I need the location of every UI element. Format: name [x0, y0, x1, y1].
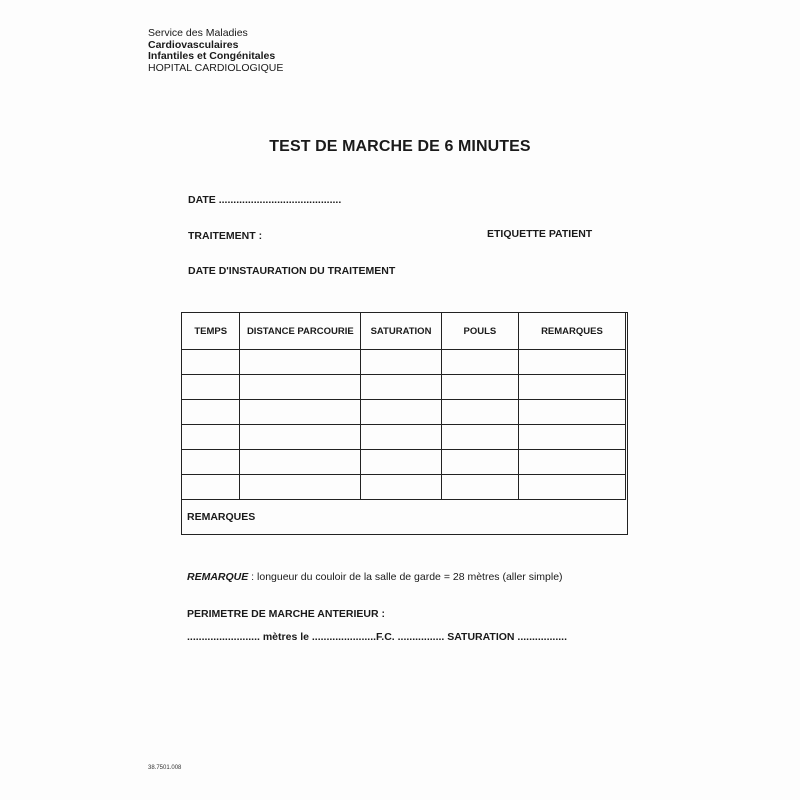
- remarque-note-text: : longueur du couloir de la salle de garde = 28 mètres (aller simple): [248, 571, 563, 583]
- table-cell-saturation[interactable]: [361, 475, 442, 500]
- table-row: [182, 450, 626, 475]
- table-cell-pouls[interactable]: [441, 350, 518, 375]
- table-cell-temps[interactable]: [182, 400, 240, 425]
- remarques-box-label[interactable]: REMARQUES: [187, 511, 256, 523]
- table-cell-distance[interactable]: [240, 425, 361, 450]
- measurement-table: [181, 312, 628, 535]
- table-cell-pouls[interactable]: [441, 450, 518, 475]
- table-cell-temps[interactable]: [182, 450, 240, 475]
- measurement-grid: [181, 312, 626, 500]
- remarque-note: [187, 571, 563, 583]
- form-reference: 38.7501.008: [148, 765, 182, 771]
- table-cell-distance[interactable]: [240, 450, 361, 475]
- table-row: [182, 425, 626, 450]
- table-cell-remarques[interactable]: [518, 450, 625, 475]
- table-cell-remarques[interactable]: [518, 350, 625, 375]
- instauration-field[interactable]: DATE D'INSTAURATION DU TRAITEMENT: [188, 265, 396, 277]
- table-cell-pouls[interactable]: [441, 375, 518, 400]
- table-cell-saturation[interactable]: [361, 350, 442, 375]
- table-cell-remarques[interactable]: [518, 400, 625, 425]
- column-header-distance: DISTANCE PARCOURIE: [240, 313, 361, 350]
- table-cell-saturation[interactable]: [361, 450, 442, 475]
- hospital-header: [148, 28, 283, 74]
- column-header-remarques: REMARQUES: [518, 313, 625, 350]
- etiquette-patient-label: ETIQUETTE PATIENT: [487, 228, 593, 240]
- table-header-row: [182, 313, 626, 350]
- table-cell-remarques[interactable]: [518, 425, 625, 450]
- header-service: Service des Maladies: [148, 27, 248, 39]
- header-infantiles: Infantiles et Congénitales: [148, 50, 276, 62]
- table-cell-pouls[interactable]: [441, 400, 518, 425]
- perimetre-fill-line[interactable]: ......................... mètres le ......................F.C. ................ SATURATION .................: [187, 631, 568, 643]
- page-title: TEST DE MARCHE DE 6 MINUTES: [269, 138, 531, 155]
- remarque-note-label: REMARQUE: [187, 571, 249, 583]
- traitement-field[interactable]: TRAITEMENT :: [188, 230, 263, 242]
- table-cell-saturation[interactable]: [361, 400, 442, 425]
- table-cell-pouls[interactable]: [441, 475, 518, 500]
- date-field[interactable]: DATE ..........................................: [188, 194, 342, 206]
- table-row: [182, 375, 626, 400]
- table-cell-temps[interactable]: [182, 350, 240, 375]
- table-row: [182, 350, 626, 375]
- column-header-saturation: SATURATION: [361, 313, 442, 350]
- table-cell-saturation[interactable]: [361, 425, 442, 450]
- table-cell-temps[interactable]: [182, 475, 240, 500]
- table-cell-remarques[interactable]: [518, 375, 625, 400]
- header-cardiovasculaires: Cardiovasculaires: [148, 38, 239, 51]
- column-header-pouls: POULS: [441, 313, 518, 350]
- table-cell-temps[interactable]: [182, 375, 240, 400]
- perimetre-label: PERIMETRE DE MARCHE ANTERIEUR :: [187, 608, 385, 620]
- column-header-temps: TEMPS: [182, 313, 240, 350]
- table-cell-distance[interactable]: [240, 400, 361, 425]
- table-cell-distance[interactable]: [240, 475, 361, 500]
- table-cell-distance[interactable]: [240, 375, 361, 400]
- table-cell-temps[interactable]: [182, 425, 240, 450]
- table-row: [182, 400, 626, 425]
- table-cell-saturation[interactable]: [361, 375, 442, 400]
- header-hopital: HOPITAL CARDIOLOGIQUE: [148, 61, 284, 74]
- table-row: [182, 475, 626, 500]
- table-cell-distance[interactable]: [240, 350, 361, 375]
- table-cell-remarques[interactable]: [518, 475, 625, 500]
- table-cell-pouls[interactable]: [441, 425, 518, 450]
